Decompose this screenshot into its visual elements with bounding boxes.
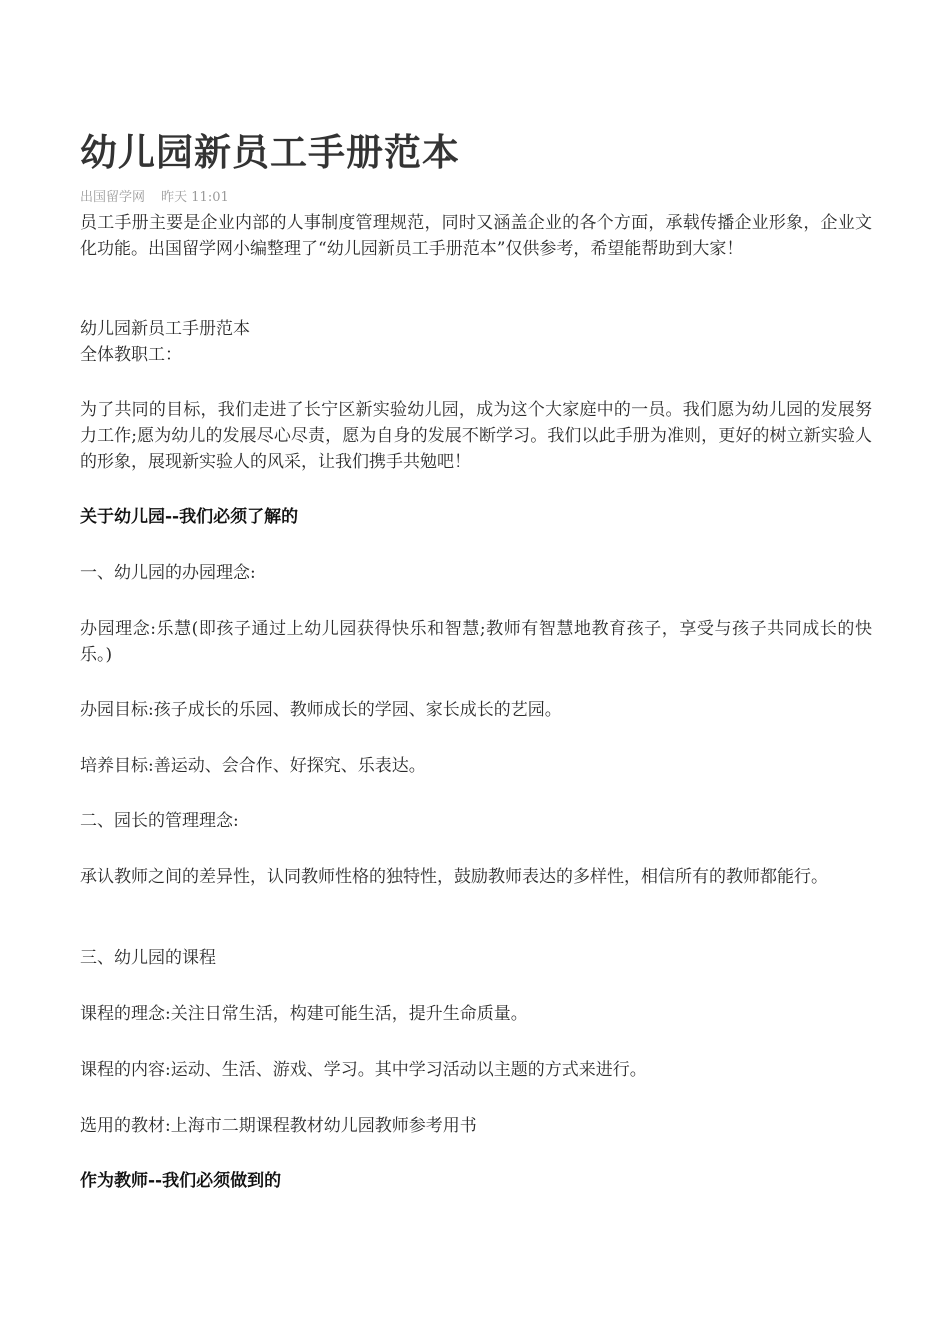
course-idea-paragraph: 课程的理念:关注日常生活，构建可能生活，提升生命质量。	[80, 1004, 528, 1024]
philosophy-paragraph: 办园理念:乐慧(即孩子通过上幼儿园获得快乐和智慧;教师有智慧地教育孩子，享受与孩子共同成长的快乐。)	[80, 619, 872, 665]
management-paragraph: 承认教师之间的差异性，认同教师性格的独特性，鼓励教师表达的多样性，相信所有的教师都能行。	[80, 867, 828, 887]
goal-paragraph: 办园目标:孩子成长的乐园、教师成长的学园、家长成长的艺园。	[80, 700, 562, 720]
item-course-title: 三、幼儿园的课程	[80, 948, 216, 968]
section-heading-kindergarten: 关于幼儿园--我们必须了解的	[80, 507, 299, 527]
subtitle: 幼儿园新员工手册范本	[80, 319, 250, 339]
article-time: 昨天 11:01	[161, 190, 229, 205]
article-meta	[80, 189, 241, 207]
textbook-paragraph: 选用的教材:上海市二期课程教材幼儿园教师参考用书	[80, 1116, 477, 1136]
section-heading-teacher: 作为教师--我们必须做到的	[80, 1171, 282, 1191]
course-content-paragraph: 课程的内容:运动、生活、游戏、学习。其中学习活动以主题的方式来进行。	[80, 1060, 647, 1080]
greeting: 全体教职工：	[80, 345, 182, 365]
item-management-title: 二、园长的管理理念:	[80, 811, 239, 831]
intro-paragraph: 员工手册主要是企业内部的人事制度管理规范，同时又涵盖企业的各个方面，承载传播企业形象，企业文化功能。出国留学网小编整理了“幼儿园新员工手册范本”仅供参考，希望能帮助到大家！	[80, 213, 872, 259]
item-philosophy-title: 一、幼儿园的办园理念:	[80, 563, 256, 583]
preface-paragraph: 为了共同的目标，我们走进了长宁区新实验幼儿园，成为这个大家庭中的一员。我们愿为幼儿园的发展努力工作;愿为幼儿的发展尽心尽责，愿为自身的发展不断学习。我们以此手册为准则，更好的树立新实验人的形象，展现新实验人的风采，让我们携手共勉吧！	[80, 400, 872, 472]
training-paragraph: 培养目标:善运动、会合作、好探究、乐表达。	[80, 756, 426, 776]
article-source: 出国留学网	[80, 190, 146, 205]
page-title: 幼儿园新员工手册范本	[80, 131, 460, 174]
